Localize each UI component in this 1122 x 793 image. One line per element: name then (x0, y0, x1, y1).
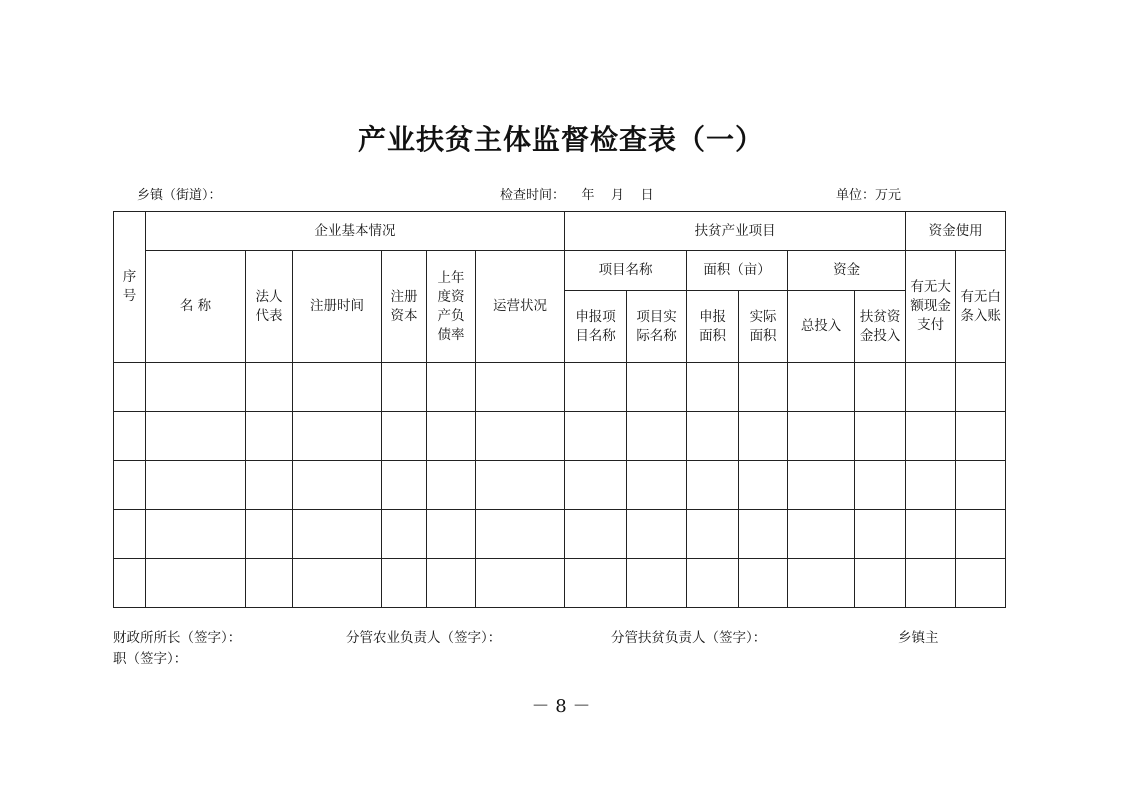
table-cell[interactable] (114, 559, 146, 608)
table-cell[interactable] (906, 363, 956, 412)
large-cash-header: 有无大额现金支付 (906, 251, 956, 363)
table-cell[interactable] (293, 461, 382, 510)
table-cell[interactable] (114, 510, 146, 559)
table-cell[interactable] (855, 559, 906, 608)
table-cell[interactable] (956, 559, 1006, 608)
table-cell[interactable] (687, 412, 739, 461)
enterprise-group-header: 企业基本情况 (146, 212, 565, 251)
table-cell[interactable] (146, 461, 246, 510)
project-name-header: 项目名称 (565, 251, 687, 291)
table-cell[interactable] (687, 363, 739, 412)
table-cell[interactable] (565, 363, 627, 412)
operation-header: 运营状况 (476, 251, 565, 363)
table-cell[interactable] (956, 363, 1006, 412)
table-cell[interactable] (382, 363, 427, 412)
table-cell[interactable] (627, 412, 687, 461)
inspection-table (113, 211, 1006, 608)
table-cell[interactable] (382, 559, 427, 608)
table-cell[interactable] (427, 412, 476, 461)
table-cell[interactable] (476, 412, 565, 461)
table-cell[interactable] (956, 461, 1006, 510)
table-cell[interactable] (739, 412, 788, 461)
table-cell[interactable] (427, 510, 476, 559)
town-head-signature-line1: 乡镇主 (898, 630, 939, 646)
table-cell[interactable] (146, 510, 246, 559)
project-group-header: 扶贫产业项目 (565, 212, 906, 251)
reg-capital-header: 注册资本 (382, 251, 427, 363)
table-cell[interactable] (476, 510, 565, 559)
table-cell[interactable] (246, 363, 293, 412)
table-cell[interactable] (855, 412, 906, 461)
table-cell[interactable] (855, 461, 906, 510)
table-cell[interactable] (855, 363, 906, 412)
table-cell[interactable] (906, 412, 956, 461)
page-title: 产业扶贫主体监督检查表（一） (357, 123, 764, 156)
table-cell[interactable] (293, 559, 382, 608)
table-cell[interactable] (146, 412, 246, 461)
table-cell[interactable] (427, 559, 476, 608)
iou-header: 有无白条入账 (956, 251, 1006, 363)
table-cell[interactable] (687, 461, 739, 510)
town-head-signature-line2: 职（签字）： (113, 651, 188, 667)
table-cell[interactable] (293, 363, 382, 412)
table-cell[interactable] (246, 559, 293, 608)
table-cell[interactable] (114, 461, 146, 510)
page-number: － 8 － (531, 696, 591, 717)
col-index-header: 序号 (114, 212, 146, 363)
table-cell[interactable] (788, 412, 855, 461)
table-cell[interactable] (246, 510, 293, 559)
table-cell[interactable] (956, 510, 1006, 559)
table-cell[interactable] (146, 559, 246, 608)
name-header: 名 称 (146, 251, 246, 363)
table-cell[interactable] (739, 461, 788, 510)
table-cell[interactable] (565, 412, 627, 461)
finance-head-signature: 财政所所长（签字）： (113, 630, 242, 646)
table-cell[interactable] (906, 510, 956, 559)
table-cell[interactable] (788, 510, 855, 559)
table-cell[interactable] (687, 559, 739, 608)
table-row (114, 412, 1006, 461)
funds-header: 资金 (788, 251, 906, 291)
table-cell[interactable] (476, 559, 565, 608)
actual-name-header: 项目实际名称 (627, 291, 687, 363)
table-cell[interactable] (855, 510, 906, 559)
table-cell[interactable] (427, 461, 476, 510)
declared-area-header: 申报面积 (687, 291, 739, 363)
table-cell[interactable] (906, 559, 956, 608)
table-row (114, 559, 1006, 608)
agri-head-signature: 分管农业负责人（签字）： (346, 630, 502, 646)
funds-use-group-header: 资金使用 (906, 212, 1006, 251)
legal-rep-header: 法人代表 (246, 251, 293, 363)
table-cell[interactable] (382, 510, 427, 559)
area-header: 面积（亩） (687, 251, 788, 291)
table-cell[interactable] (476, 363, 565, 412)
debt-ratio-header: 上年度资产负债率 (427, 251, 476, 363)
table-cell[interactable] (476, 461, 565, 510)
table-cell[interactable] (788, 461, 855, 510)
table-cell[interactable] (114, 412, 146, 461)
total-invest-header: 总投入 (788, 291, 855, 363)
table-cell[interactable] (146, 363, 246, 412)
reg-time-header: 注册时间 (293, 251, 382, 363)
declared-name-header: 申报项目名称 (565, 291, 627, 363)
table-cell[interactable] (293, 510, 382, 559)
table-row (114, 363, 1006, 412)
table-cell[interactable] (906, 461, 956, 510)
poverty-head-signature: 分管扶贫负责人（签字）： (611, 630, 767, 646)
table-cell[interactable] (293, 412, 382, 461)
table-cell[interactable] (565, 461, 627, 510)
actual-area-header: 实际面积 (739, 291, 788, 363)
table-cell[interactable] (114, 363, 146, 412)
table-cell[interactable] (627, 510, 687, 559)
table-cell[interactable] (627, 559, 687, 608)
table-cell[interactable] (246, 461, 293, 510)
table-cell[interactable] (246, 412, 293, 461)
unit-label: 单位：万元 (836, 188, 902, 203)
table-row (114, 461, 1006, 510)
table-cell[interactable] (627, 363, 687, 412)
table-cell[interactable] (627, 461, 687, 510)
town-label: 乡镇（街道）： (137, 188, 222, 203)
table-cell[interactable] (788, 363, 855, 412)
table-row (114, 510, 1006, 559)
table-cell[interactable] (739, 559, 788, 608)
table-cell[interactable] (687, 510, 739, 559)
table-cell[interactable] (739, 510, 788, 559)
table-cell[interactable] (382, 461, 427, 510)
table-cell[interactable] (382, 412, 427, 461)
table-cell[interactable] (565, 559, 627, 608)
check-time-label: 检查时间： 年 月 日 (500, 188, 654, 203)
table-cell[interactable] (739, 363, 788, 412)
poverty-invest-header: 扶贫资金投入 (855, 291, 906, 363)
table-cell[interactable] (956, 412, 1006, 461)
table-cell[interactable] (427, 363, 476, 412)
table-cell[interactable] (565, 510, 627, 559)
table-cell[interactable] (788, 559, 855, 608)
